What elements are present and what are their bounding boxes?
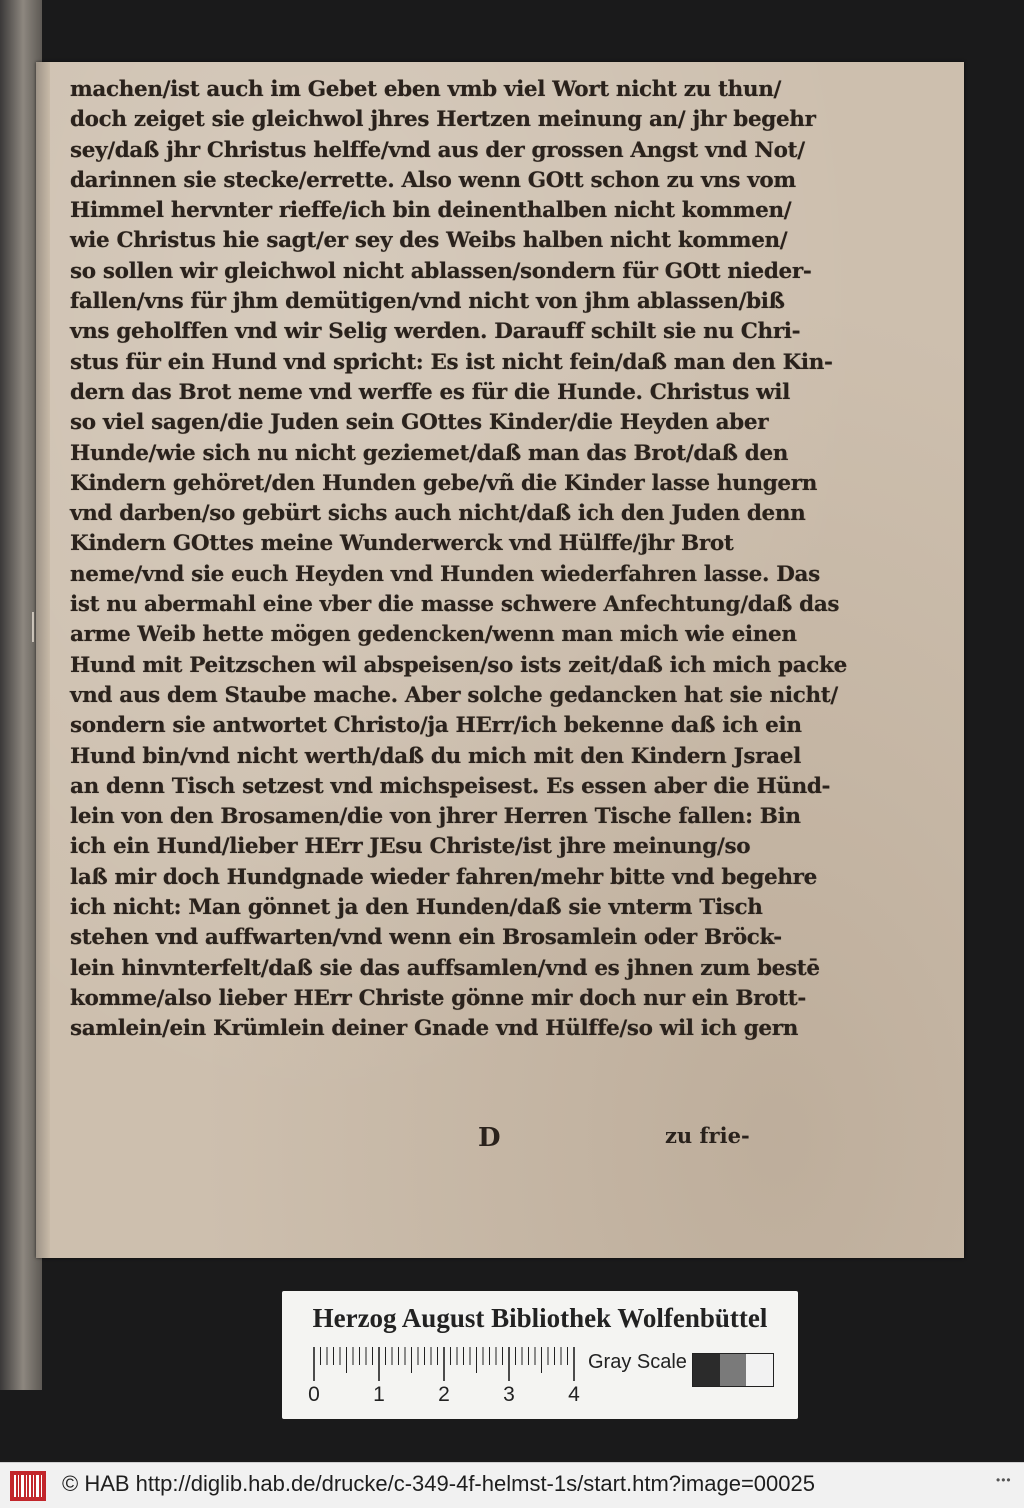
text-line: an denn Tisch setzest vnd michspeisest. Es essen aber die Hünd- xyxy=(70,773,831,799)
text-line: doch zeiget sie gleichwol jhres Hertzen meinung an/ jhr begehr xyxy=(70,107,816,133)
footer-bar xyxy=(0,1462,1024,1508)
scale-ruler xyxy=(312,1347,582,1381)
ruler-label: 2 xyxy=(438,1383,450,1406)
text-line: Himmel hervnter rieffe/ich bin deinenthalben nicht kommen/ xyxy=(70,198,792,224)
text-line: neme/vnd sie euch Heyden vnd Hunden wiederfahren lasse. Das xyxy=(70,561,820,587)
copyright-url[interactable]: © HAB http://diglib.hab.de/drucke/c-349-4f-helmst-1s/start.htm?image=00025 xyxy=(62,1471,815,1496)
text-line: komme/also lieber HErr Christe gönne mir doch nur ein Brott- xyxy=(70,985,806,1011)
text-line: lein hinvnterfelt/daß sie das auffsamlen/vnd es jhnen zum bestē xyxy=(70,955,820,981)
text-line: lein von den Brosamen/die von jhrer Herren Tische fallen: Bin xyxy=(70,804,801,830)
library-name: Herzog August Bibliothek Wolfenbüttel xyxy=(312,1303,768,1333)
text-line: Hund mit Peitzschen wil abspeisen/so ists zeit/daß ich mich packe xyxy=(70,652,847,678)
text-line: Kindern gehöret/den Hunden gebe/vñ die Kinder lasse hungern xyxy=(70,470,817,496)
text-line: stus für ein Hund vnd spricht: Es ist nicht fein/daß man den Kin- xyxy=(70,349,833,375)
text-line: vnd darben/so gebürt sichs auch nicht/daß ich den Juden denn xyxy=(70,501,806,527)
ruler-label: 0 xyxy=(308,1383,320,1406)
ruler-label: 3 xyxy=(503,1383,515,1406)
page-gutter xyxy=(36,62,50,1258)
text-line: darinnen sie stecke/errette. Also wenn GOtt schon zu vns vom xyxy=(70,167,796,193)
page-text-block xyxy=(70,75,847,1045)
text-line: Kindern GOttes meine Wunderwerck vnd Hülffe/jhr Brot xyxy=(70,531,734,557)
text-line: machen/ist auch im Gebet eben vmb viel Wort nicht zu thun/ xyxy=(70,77,781,102)
text-line: vnd aus dem Staube mache. Aber solche gedancken hat sie nicht/ xyxy=(70,682,838,708)
text-line: laß mir doch Hundgnade wieder fahren/mehr bitte vnd begehre xyxy=(70,864,817,890)
text-line: dern das Brot neme vnd werffe es für die Hunde. Christus wil xyxy=(70,379,790,405)
text-line: ich ein Hund/lieber HErr JEsu Christe/ist jhre meinung/so xyxy=(70,834,751,860)
text-line: arme Weib hette mögen gedencken/wenn man mich wie einen xyxy=(70,622,797,648)
ruler-label: 1 xyxy=(373,1383,385,1406)
grayscale-swatch xyxy=(692,1353,774,1387)
ruler-labels xyxy=(304,1383,604,1409)
text-line: so viel sagen/die Juden sein GOttes Kinder/die Heyden aber xyxy=(70,410,769,436)
ruler-label: 4 xyxy=(568,1383,580,1406)
text-line: Hund bin/vnd nicht werth/daß du mich mit den Kindern Jsrael xyxy=(70,743,801,769)
signature-mark: D xyxy=(478,1123,501,1153)
grayscale-patch xyxy=(746,1354,773,1386)
text-line: wie Christus hie sagt/er sey des Weibs halben nicht kommen/ xyxy=(70,228,788,254)
text-line: stehen vnd auffwarten/vnd wenn ein Brosamlein oder Bröck- xyxy=(70,925,782,951)
text-line: samlein/ein Krümlein deiner Gnade vnd Hülffe/so wil ich gern xyxy=(70,1016,798,1042)
text-line: ich nicht: Man gönnet ja den Hunden/daß sie vnterm Tisch xyxy=(70,895,763,921)
text-line: so sollen wir gleichwol nicht ablassen/sondern für GOtt nieder- xyxy=(70,258,812,284)
text-line: vns geholffen vnd wir Selig werden. Darauff schilt sie nu Chri- xyxy=(70,319,801,345)
more-dots-icon[interactable]: ••• xyxy=(996,1473,1012,1487)
grayscale-patch xyxy=(720,1354,747,1386)
catchword: zu frie- xyxy=(665,1123,750,1148)
grayscale-label: Gray Scale xyxy=(588,1351,687,1373)
text-line: sey/daß jhr Christus helffe/vnd aus der grossen Angst vnd Not/ xyxy=(70,137,805,163)
barcode-logo-icon[interactable] xyxy=(10,1471,46,1501)
text-line: sondern sie antwortet Christo/ja HErr/ich bekenne daß ich ein xyxy=(70,713,802,739)
text-line: Hunde/wie sich nu nicht geziemet/daß man das Brot/daß den xyxy=(70,440,789,466)
color-calibration-card xyxy=(282,1291,798,1419)
grayscale-patch xyxy=(693,1354,720,1386)
text-line: fallen/vns für jhm demütigen/vnd nicht von jhm ablassen/biß xyxy=(70,289,785,315)
text-line: ist nu abermahl eine vber die masse schwere Anfechtung/daß das xyxy=(70,592,840,618)
